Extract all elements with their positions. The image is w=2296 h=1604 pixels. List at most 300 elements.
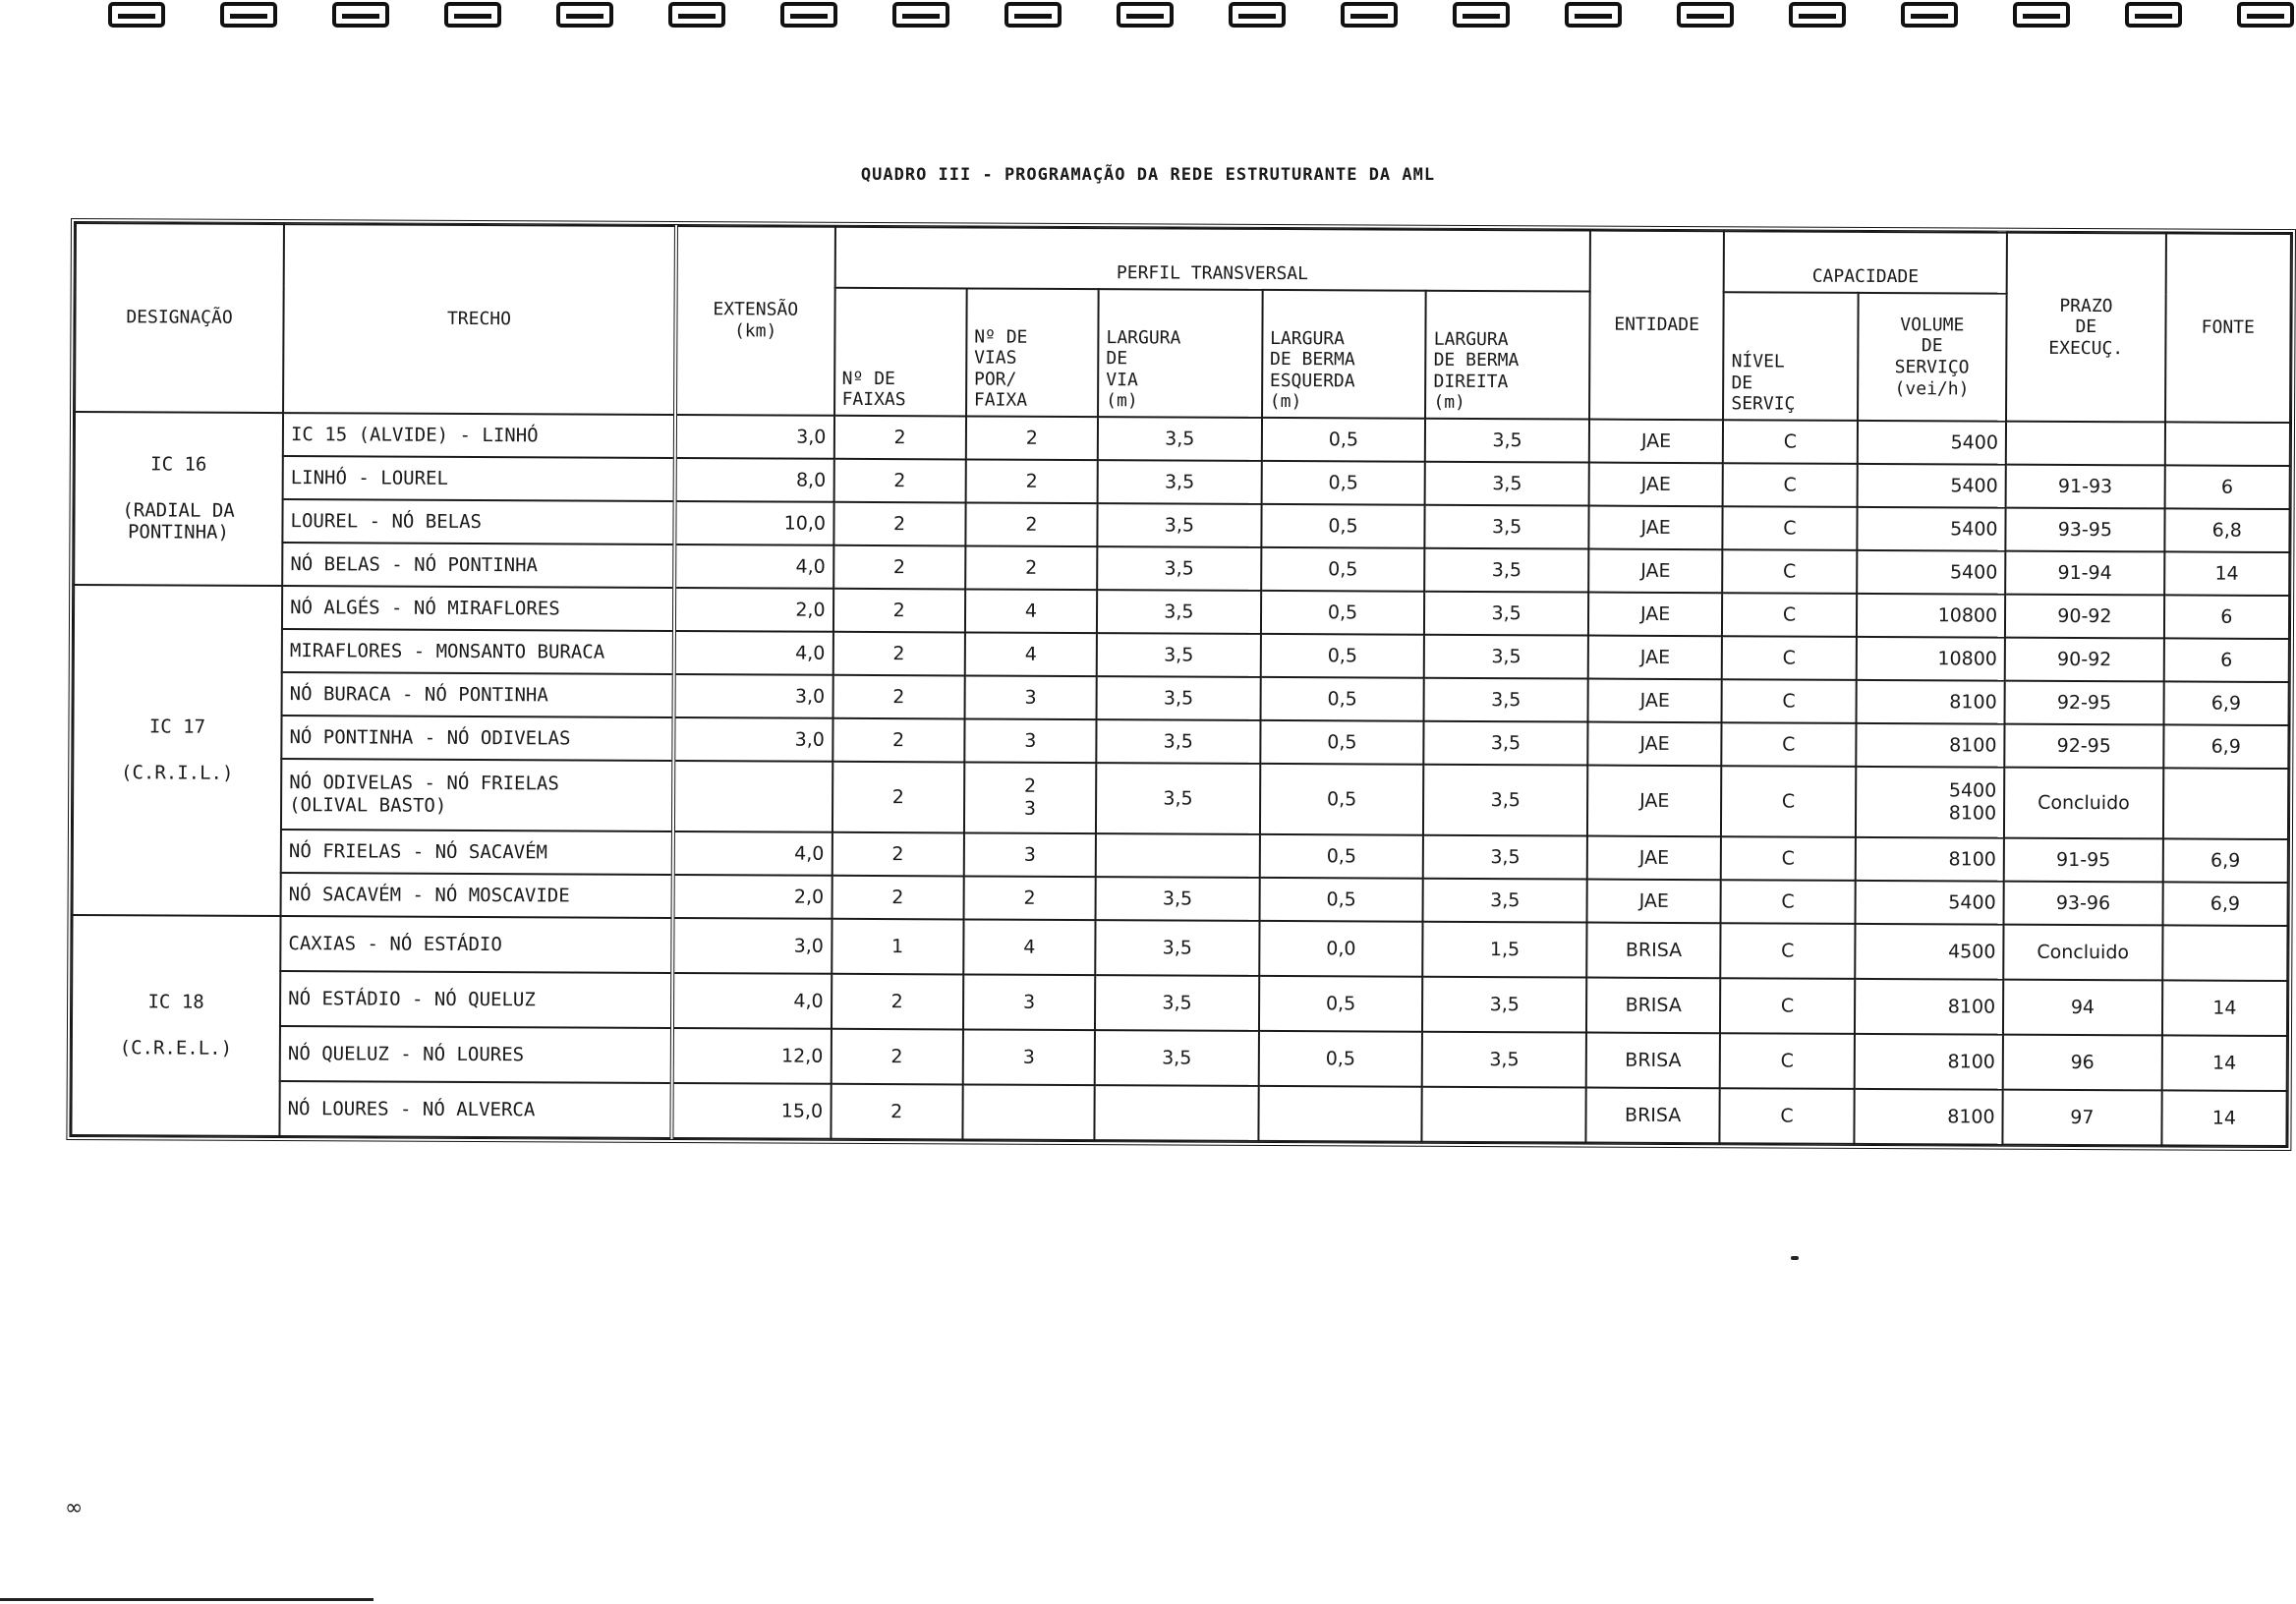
berma-direita-cell <box>1423 765 1587 836</box>
berma-esquerda-cell <box>1258 1031 1422 1087</box>
extensao-cell-value: 2,0 <box>795 599 826 621</box>
faixas-cell-value: 2 <box>892 555 906 578</box>
header-n-faixas <box>834 288 967 417</box>
nivel-servico-cell-value: C <box>1780 1050 1794 1072</box>
entidade-cell <box>1587 722 1722 767</box>
berma-esquerda-cell <box>1261 504 1425 548</box>
volume-cell-value: 8100 <box>1949 733 1997 757</box>
volume-cell-value: 8100 <box>1947 1050 1995 1073</box>
trecho-cell <box>280 1026 672 1083</box>
extensao-cell <box>672 973 832 1029</box>
entidade-cell <box>1586 923 1721 979</box>
prazo-cell-value: Concluido <box>2038 791 2130 814</box>
binding-ring <box>1565 2 1622 28</box>
header-line: FAIXAS <box>841 389 906 411</box>
berma-esquerda-cell-value: 0,5 <box>1327 601 1358 623</box>
entidade-cell-value: JAE <box>1638 889 1669 912</box>
faixas-cell <box>831 1084 963 1140</box>
berma-direita-cell <box>1423 835 1587 880</box>
faixas-cell <box>832 919 964 975</box>
header-line: LARGURA <box>1433 328 1509 350</box>
extensao-cell-value: 3,0 <box>793 935 824 957</box>
nivel-servico-cell <box>1721 880 1856 924</box>
volume-cell <box>1854 1034 2003 1090</box>
nivel-servico-cell-value: C <box>1781 940 1795 962</box>
berma-esquerda-cell <box>1260 634 1424 678</box>
largura-via-cell <box>1098 417 1262 461</box>
volume-cell <box>1855 837 2004 882</box>
extensao-cell <box>673 831 832 876</box>
prazo-cell-value: Concluido <box>2037 941 2130 963</box>
vias-cell-value: 3 <box>1024 686 1037 709</box>
volume-cell <box>1856 723 2005 768</box>
fonte-cell-value: 6 <box>2220 605 2233 628</box>
nivel-servico-cell <box>1720 1088 1855 1144</box>
extensao-cell <box>672 918 832 974</box>
fonte-cell <box>2162 980 2288 1036</box>
berma-direita-cell <box>1424 635 1588 679</box>
largura-via-cell <box>1095 975 1259 1031</box>
vias-cell <box>963 1029 1096 1085</box>
largura-via-cell-value: 3,5 <box>1162 888 1193 910</box>
header-line: LARGURA <box>1106 326 1181 349</box>
berma-direita-cell-value: 3,5 <box>1492 472 1522 494</box>
header-perfil-transversal: PERFIL TRANSVERSAL <box>834 227 1590 292</box>
header-line: SERVIÇ <box>1731 393 1796 415</box>
entidade-cell <box>1588 593 1723 637</box>
volume-cell-value: 8100 <box>1948 802 1997 825</box>
trecho-cell <box>282 499 674 544</box>
entidade-cell-value: JAE <box>1639 789 1670 812</box>
trecho-cell <box>282 672 674 717</box>
berma-esquerda-cell-value: 0,5 <box>1327 644 1358 666</box>
fonte-cell-value: 14 <box>2211 1052 2237 1074</box>
largura-via-cell-value: 3,5 <box>1164 644 1194 666</box>
binding-ring <box>668 2 725 28</box>
trecho-cell <box>280 971 672 1028</box>
header-nivel-servico <box>1723 292 1858 421</box>
nivel-servico-cell <box>1722 549 1857 594</box>
fonte-cell-value: 6,9 <box>2210 692 2242 715</box>
fonte-cell-value: 14 <box>2211 1107 2237 1129</box>
header-line: Nº DE <box>841 368 895 389</box>
largura-via-cell <box>1095 920 1259 976</box>
page-number: ∞ <box>65 1496 84 1520</box>
binding-ring <box>1677 2 1734 28</box>
prazo-cell-value: 91-94 <box>2057 561 2112 584</box>
fonte-cell <box>2161 1035 2287 1091</box>
binding-ring <box>1004 2 1062 28</box>
largura-via-cell <box>1096 763 1260 834</box>
nivel-servico-cell-value: C <box>1781 890 1795 913</box>
largura-via-cell <box>1097 676 1261 720</box>
binding-ring <box>1229 2 1286 28</box>
vias-cell <box>965 589 1098 633</box>
trecho-cell <box>282 586 674 631</box>
nivel-servico-cell-value: C <box>1782 647 1796 669</box>
berma-direita-cell-value: 3,5 <box>1490 731 1521 754</box>
nivel-servico-cell-value: C <box>1782 690 1796 713</box>
fonte-cell <box>2164 508 2290 552</box>
table-row <box>71 1080 2286 1146</box>
volume-cell <box>1856 637 2005 681</box>
vias-cell <box>964 675 1097 719</box>
fonte-cell-value: 14 <box>2214 562 2239 585</box>
trecho-cell-value: NÓ ODIVELAS - NÓ FRIELAS <box>289 772 559 795</box>
extensao-cell <box>672 875 832 919</box>
trecho-cell <box>283 413 675 458</box>
berma-esquerda-cell-value: 0,5 <box>1325 1047 1356 1069</box>
volume-cell <box>1856 680 2005 724</box>
nivel-servico-cell <box>1722 722 1857 767</box>
vias-cell-value: 3 <box>1024 729 1037 752</box>
prazo-cell <box>2004 882 2163 926</box>
faixas-cell-value: 2 <box>893 469 906 491</box>
fonte-cell <box>2164 422 2290 466</box>
volume-cell <box>1857 421 2006 465</box>
prazo-cell-value: 93-96 <box>2055 891 2111 914</box>
prazo-cell <box>2003 1035 2162 1091</box>
faixas-cell <box>832 832 964 877</box>
largura-via-cell-value: 3,5 <box>1164 514 1195 537</box>
nivel-servico-cell-value: C <box>1783 560 1797 583</box>
vias-cell <box>965 502 1098 546</box>
prazo-cell-value: 91-95 <box>2056 848 2111 871</box>
vias-cell-value: 3 <box>1023 797 1037 820</box>
designacao-name: IC 17 <box>148 716 206 738</box>
fonte-cell <box>2163 768 2289 839</box>
extensao-cell-value: 4,0 <box>793 990 824 1012</box>
prazo-cell-value: 92-95 <box>2056 691 2112 714</box>
nivel-servico-cell-value: C <box>1782 733 1796 756</box>
entidade-cell-value: JAE <box>1639 689 1670 712</box>
binding-ring <box>1789 2 1846 28</box>
trecho-cell-value: CAXIAS - NÓ ESTÁDIO <box>288 932 502 955</box>
largura-via-cell <box>1097 590 1261 634</box>
prazo-cell <box>2002 1090 2161 1146</box>
header-line: ESQUERDA <box>1269 370 1355 392</box>
vias-cell-value: 2 <box>1025 513 1038 536</box>
berma-direita-cell-value: 3,5 <box>1492 429 1522 451</box>
extensao-cell <box>673 717 832 762</box>
volume-cell-value: 5400 <box>1948 890 1996 914</box>
entidade-cell-value: JAE <box>1638 846 1670 869</box>
extensao-cell-value: 15,0 <box>780 1100 824 1122</box>
header-volume-servico <box>1858 293 2007 422</box>
extensao-cell-value: 3,0 <box>796 426 827 448</box>
fonte-cell-value: 6,9 <box>2210 849 2241 872</box>
berma-esquerda-cell-value: 0,5 <box>1328 514 1358 537</box>
entidade-cell-value: BRISA <box>1625 1104 1682 1126</box>
faixas-cell <box>833 545 966 590</box>
designacao-cell <box>71 915 280 1136</box>
designacao-subtitle: PONTINHA) <box>127 521 229 544</box>
largura-via-cell-value: 3,5 <box>1163 730 1193 753</box>
nivel-servico-cell <box>1721 766 1856 837</box>
designacao-name: IC 18 <box>147 991 204 1013</box>
faixas-cell-value: 2 <box>890 990 903 1012</box>
berma-direita-cell <box>1423 922 1587 978</box>
berma-direita-cell-value: 3,5 <box>1490 888 1521 911</box>
header-line: DE <box>1106 348 1128 370</box>
fonte-cell-value <box>2170 952 2279 953</box>
header-line: SERVIÇO <box>1894 357 1970 378</box>
trecho-cell <box>280 1081 672 1138</box>
extensao-cell <box>671 1083 831 1139</box>
faixas-cell-value: 2 <box>892 685 905 708</box>
fonte-cell-value: 6,8 <box>2211 519 2242 542</box>
prazo-cell-value: 93-95 <box>2057 518 2112 541</box>
designacao-cell <box>74 412 283 586</box>
header-line: (m) <box>1433 392 1465 414</box>
prazo-cell <box>2004 724 2163 769</box>
berma-direita-cell <box>1423 879 1587 923</box>
fonte-cell <box>2162 838 2288 883</box>
nivel-servico-cell-value: C <box>1783 430 1798 453</box>
vias-cell <box>962 1084 1095 1140</box>
faixas-cell <box>832 718 965 763</box>
designacao-subtitle: (RADIAL DA <box>122 498 235 522</box>
trecho-cell-value: NÓ LOURES - NÓ ALVERCA <box>287 1097 536 1120</box>
berma-esquerda-cell-value: 0,5 <box>1328 428 1359 450</box>
faixas-cell-value: 2 <box>891 886 904 908</box>
trecho-cell <box>281 830 673 875</box>
extensao-cell <box>674 631 833 675</box>
volume-cell-value: 8100 <box>1947 995 1996 1018</box>
prazo-cell <box>2006 465 2165 509</box>
header-prazo <box>2006 233 2165 423</box>
faixas-cell-value: 2 <box>891 842 904 865</box>
nivel-servico-cell <box>1722 593 1857 637</box>
prazo-cell <box>2004 768 2163 839</box>
header-line: (vei/h) <box>1894 377 1970 400</box>
volume-cell <box>1857 507 2006 551</box>
binding-ring <box>2237 2 2294 28</box>
bottom-rule <box>0 1598 373 1601</box>
nivel-servico-cell <box>1723 506 1858 550</box>
designacao-cell <box>73 585 283 916</box>
largura-via-cell-value: 3,5 <box>1163 787 1193 810</box>
extensao-cell-value: 4,0 <box>794 842 825 865</box>
faixas-cell <box>832 876 964 920</box>
faixas-cell-value: 1 <box>890 935 904 957</box>
berma-esquerda-cell <box>1261 547 1425 592</box>
stray-mark <box>1791 1256 1799 1260</box>
binding-ring <box>108 2 165 28</box>
trecho-cell-value: (OLIVAL BASTO) <box>289 794 447 817</box>
volume-cell <box>1856 767 2005 838</box>
volume-cell-value: 10800 <box>1937 647 1997 670</box>
berma-esquerda-cell-value <box>1266 1114 1414 1115</box>
berma-esquerda-cell-value: 0,5 <box>1328 471 1358 493</box>
volume-cell-value: 8100 <box>1949 690 1997 714</box>
faixas-cell-value: 2 <box>893 426 906 448</box>
vias-cell-value: 4 <box>1024 600 1038 622</box>
trecho-cell-value: NÓ SACAVÉM - NÓ MOSCAVIDE <box>288 883 570 907</box>
extensao-cell <box>675 415 834 459</box>
header-line: DE <box>1731 372 1753 394</box>
header-entidade: ENTIDADE <box>1589 231 1724 421</box>
header-fonte: FONTE <box>2165 233 2291 423</box>
fonte-cell-value <box>2171 803 2280 804</box>
faixas-cell-value: 2 <box>891 728 905 751</box>
volume-cell-value: 4500 <box>1948 940 1996 963</box>
entidade-cell-value: JAE <box>1640 473 1672 495</box>
faixas-cell <box>831 974 963 1030</box>
prazo-cell <box>2005 638 2164 682</box>
berma-esquerda-cell <box>1260 720 1424 765</box>
volume-cell <box>1857 550 2006 595</box>
faixas-cell <box>833 459 966 503</box>
program-table-frame <box>66 218 2296 1151</box>
header-extensao <box>675 226 834 416</box>
vias-cell <box>963 974 1096 1030</box>
vias-cell <box>963 919 1096 975</box>
faixas-cell-value: 2 <box>892 642 905 664</box>
trecho-cell-value: LOUREL - NÓ BELAS <box>290 509 483 533</box>
entidade-cell <box>1589 463 1724 507</box>
vias-cell <box>964 718 1097 763</box>
binding-ring <box>1453 2 1510 28</box>
fonte-cell <box>2163 638 2289 682</box>
faixas-cell <box>831 1029 963 1085</box>
berma-direita-cell-value: 3,5 <box>1491 515 1522 538</box>
vias-cell <box>964 832 1097 877</box>
header-line: DE <box>1921 335 1943 357</box>
berma-direita-cell-value: 3,5 <box>1490 845 1521 868</box>
nivel-servico-cell <box>1720 978 1855 1034</box>
entidade-cell <box>1587 836 1722 881</box>
nivel-servico-cell-value: C <box>1781 847 1795 870</box>
entidade-cell <box>1588 549 1723 594</box>
header-line: DE <box>2075 316 2097 338</box>
berma-esquerda-cell <box>1260 764 1424 835</box>
prazo-cell <box>2006 422 2165 466</box>
berma-direita-cell-value: 1,5 <box>1489 938 1521 960</box>
fonte-cell-value <box>2173 443 2282 444</box>
berma-direita-cell-value: 3,5 <box>1491 602 1521 624</box>
prazo-cell-value <box>2014 443 2157 444</box>
largura-via-cell-value: 3,5 <box>1162 1047 1192 1069</box>
volume-cell-value: 5400 <box>1949 560 1998 584</box>
vias-cell <box>964 762 1097 833</box>
faixas-cell <box>833 416 966 460</box>
vias-cell-value: 4 <box>1024 643 1037 665</box>
prazo-cell-value: 94 <box>2070 996 2095 1018</box>
entidade-cell <box>1587 679 1722 723</box>
trecho-cell-value: MIRAFLORES - MONSANTO BURACA <box>289 639 605 663</box>
trecho-cell-value: NÓ BURACA - NÓ PONTINHA <box>289 682 548 706</box>
faixas-cell <box>833 502 966 546</box>
largura-via-cell-value: 3,5 <box>1165 428 1195 450</box>
entidade-cell <box>1588 636 1723 680</box>
header-line: DE BERMA <box>1269 349 1355 371</box>
header-line: (m) <box>1106 390 1138 412</box>
binding-ring <box>780 2 837 28</box>
faixas-cell-value: 2 <box>890 1045 903 1067</box>
header-largura-via <box>1098 289 1262 418</box>
largura-via-cell-value: 3,5 <box>1162 937 1192 959</box>
berma-esquerda-cell-value: 0,5 <box>1326 888 1356 910</box>
extensao-cell-value: 10,0 <box>783 512 827 535</box>
nivel-servico-cell-value: C <box>1783 517 1797 540</box>
trecho-cell-value: NÓ PONTINHA - NÓ ODIVELAS <box>289 725 571 750</box>
largura-via-cell <box>1097 546 1261 591</box>
header-line: VOLUME <box>1900 314 1965 336</box>
prazo-cell <box>2005 595 2164 639</box>
vias-cell-value: 3 <box>1023 843 1036 866</box>
prazo-cell-value: 97 <box>2070 1106 2095 1128</box>
fonte-cell-value: 6 <box>2220 476 2234 498</box>
header-line: EXTENSÃO <box>713 299 799 321</box>
vias-cell-value <box>970 1112 1086 1113</box>
largura-via-cell-value: 3,5 <box>1164 471 1195 493</box>
trecho-cell-value: NÓ BELAS - NÓ PONTINHA <box>290 552 539 576</box>
fonte-cell <box>2162 882 2288 926</box>
extensao-cell <box>674 544 833 589</box>
extensao-cell <box>674 588 833 632</box>
nivel-servico-cell-value: C <box>1783 474 1797 496</box>
extensao-cell-value: 3,0 <box>794 685 826 708</box>
volume-cell-value: 5400 <box>1950 430 1999 454</box>
prazo-cell <box>2005 681 2164 725</box>
berma-esquerda-cell-value: 0,5 <box>1327 730 1357 753</box>
header-largura-berma-esquerda <box>1262 290 1426 419</box>
berma-esquerda-cell <box>1262 418 1426 462</box>
prazo-cell-value: 90-92 <box>2057 648 2112 670</box>
prazo-cell-value: 91-93 <box>2057 475 2113 497</box>
trecho-cell <box>282 543 674 588</box>
trecho-cell <box>281 716 673 761</box>
berma-direita-cell <box>1422 977 1586 1033</box>
prazo-cell <box>2004 838 2163 883</box>
header-line: VIAS <box>974 347 1017 369</box>
vias-cell-value: 3 <box>1022 991 1036 1013</box>
header-line: (km) <box>733 320 777 342</box>
header-capacidade: CAPACIDADE <box>1724 231 2007 293</box>
berma-direita-cell-value: 3,5 <box>1491 558 1522 581</box>
header-line: Nº DE <box>974 326 1028 348</box>
vias-cell-value: 2 <box>1025 427 1038 449</box>
nivel-servico-cell <box>1720 1033 1855 1089</box>
largura-via-cell <box>1096 719 1260 764</box>
berma-esquerda-cell-value: 0,5 <box>1326 787 1357 810</box>
nivel-servico-cell <box>1722 636 1857 680</box>
faixas-cell-value: 2 <box>893 512 906 535</box>
nivel-servico-cell-value: C <box>1781 790 1796 813</box>
largura-via-cell-value: 3,5 <box>1163 687 1194 710</box>
table-row <box>73 758 2288 839</box>
largura-via-cell-value: 3,5 <box>1162 992 1192 1014</box>
entidade-cell-value: JAE <box>1640 516 1671 539</box>
largura-via-cell-value <box>1103 1113 1251 1114</box>
extensao-cell-value: 4,0 <box>795 642 826 664</box>
largura-via-cell-value: 3,5 <box>1164 601 1194 623</box>
fonte-cell-value: 6 <box>2220 649 2233 671</box>
trecho-cell <box>280 916 672 973</box>
header-line: DIREITA <box>1433 371 1509 392</box>
volume-cell <box>1855 979 2004 1035</box>
nivel-servico-cell <box>1723 420 1858 464</box>
berma-esquerda-cell <box>1260 677 1424 721</box>
header-line: DE BERMA <box>1433 349 1520 372</box>
berma-esquerda-cell <box>1259 976 1423 1032</box>
entidade-cell <box>1585 1088 1720 1144</box>
trecho-cell <box>281 759 673 831</box>
fonte-cell <box>2164 551 2290 596</box>
header-line: FAIXA <box>973 389 1028 412</box>
extensao-cell <box>675 458 834 502</box>
